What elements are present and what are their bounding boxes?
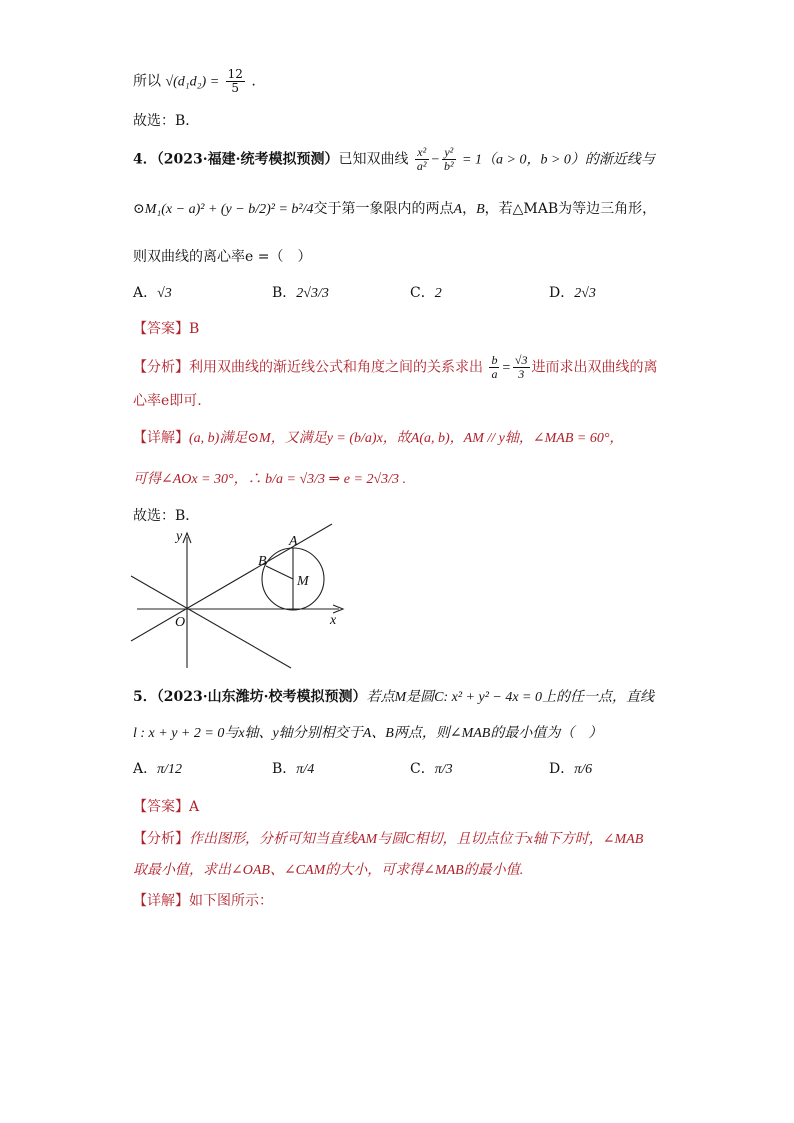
segment-bm (266, 566, 293, 579)
so-expression: √(d₁d₂) = (165, 74, 220, 90)
q5-analysis-line2: 取最小值，求出∠OAB、∠CAM的大小，可求得∠MAB的最小值. (133, 863, 524, 878)
q5-stem-line1: 5．（2023·山东潍坊·校考模拟预测）若点M是圆C: x² + y² − 4x = 0上的任一点，直线 (133, 689, 655, 705)
q4-stem-line3: 则双曲线的离心率e =（ ） (133, 249, 312, 265)
q5-option-b[interactable]: B．π/4 (272, 761, 315, 777)
q5-answer: 【答案】A (133, 799, 200, 815)
q4-x-frac: $\frac{\text{x²}}{\text{a²}}$ (416, 145, 427, 173)
q4-option-a[interactable]: A．√3 (133, 285, 172, 301)
q4-detail-line1: 【详解】(a, b)满足⊙M，又满足y = (b/a)x，故A(a, b)，AM // y轴，∠MAB = 60°， (133, 430, 624, 446)
q5-source: （2023·山东潍坊·校考模拟预测） (156, 689, 367, 705)
label-y: y (176, 529, 183, 544)
q4-y-frac: $\frac{\text{y²}}{\text{b²}}$ (443, 145, 454, 173)
q4-option-c[interactable]: C．2 (410, 285, 442, 301)
so-fraction: $\frac{12}{5}$ (227, 67, 243, 95)
label-m: M (297, 574, 309, 589)
q4-circle-expression: ⊙M₁(x − a)² + (y − b/2)² = b²/4 (133, 202, 314, 217)
q4-option-b[interactable]: B．2√3/3 (272, 285, 329, 301)
q5-option-c[interactable]: C．π/3 (410, 761, 453, 777)
q4-detail-line2: 可得∠AOx = 30°，∴ b/a = √3/3 ⇒ e = 2√3/3 . (133, 472, 407, 487)
q4-answer: 【答案】B (133, 321, 200, 337)
q5-detail: 【详解】如下图所示： (133, 893, 273, 909)
q5-option-d[interactable]: D．π/6 (549, 761, 593, 777)
q4-analysis-line2: 心率e即可. (133, 393, 202, 409)
label-a: A (289, 534, 298, 549)
q4-stem-line2: ⊙M₁(x − a)² + (y − b/2)² = b²/4交于第一象限内的两点A，B，若△MAB为等边三角形， (133, 201, 657, 217)
q5-number: 5． (133, 689, 157, 705)
q4-analysis-line1: 【分析】利用双曲线的渐近线公式和角度之间的关系求出 $\frac{b}{a}$ = $\frac{√3}{3}$ 进而求出双曲线的离 (133, 353, 658, 381)
q4-source: （2023·福建·统考模拟预测） (156, 151, 339, 168)
q5-stem-line2: l : x + y + 2 = 0与x轴、y轴分别相交于A、B两点，则∠MAB的最小值为（ ） (133, 726, 603, 741)
prev-choice: 故选：B． (133, 113, 200, 129)
label-b: B (258, 554, 267, 569)
asymptote-negative (131, 576, 291, 668)
prev-so-line: 所以 √(d₁d₂) = $\frac{12}{5}$ . (133, 67, 256, 95)
q5-analysis-line1: 【分析】作出图形，分析可知当直线AM与圆C相切，且切点位于x轴下方时，∠MAB (133, 831, 644, 847)
q4-number: 4． (133, 151, 157, 168)
q4-choice: 故选：B． (133, 508, 200, 524)
so-prefix: 所以 (133, 73, 161, 90)
q4-option-d[interactable]: D．2√3 (549, 285, 596, 301)
q5-option-a[interactable]: A．π/12 (133, 761, 183, 777)
q4-stem-line1: 4．（2023·福建·统考模拟预测）已知双曲线 $\frac{\text{x²}}{\text{a²}}$ − $\frac{\text{y²}}{\text{b²}}$ = 1（a > 0，b > 0）的渐近线与 (133, 145, 655, 173)
label-o: O (175, 615, 186, 630)
label-x: x (330, 613, 337, 628)
